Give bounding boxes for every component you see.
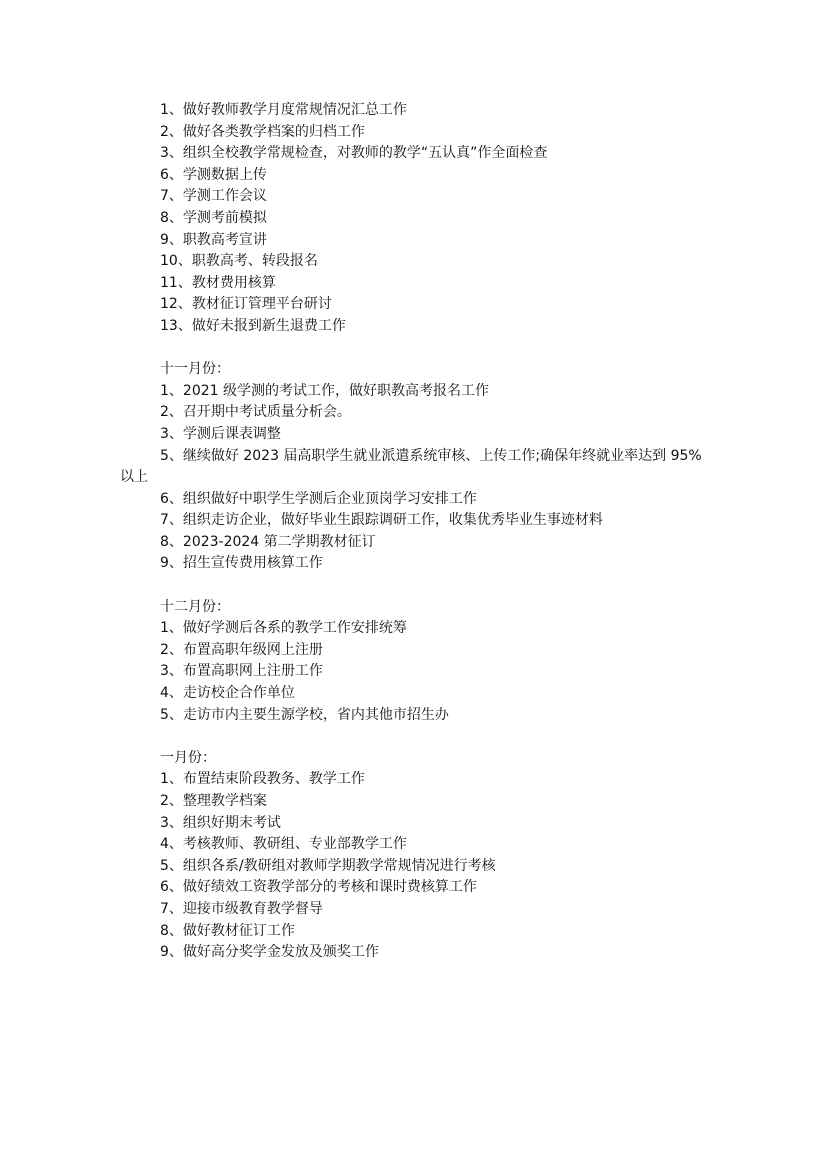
list-item: 2、召开期中考试质量分析会。 (160, 404, 351, 421)
section-january (120, 748, 720, 964)
list-item: 3、学测后课表调整 (160, 425, 281, 442)
section-heading-january: 一月份： (160, 749, 216, 766)
list-item: 3、布置高职网上注册工作 (160, 663, 323, 680)
list-item: 9、做好高分奖学金发放及颁奖工作 (160, 944, 379, 961)
list-item: 9、招生宣传费用核算工作 (160, 555, 323, 572)
list-item: 7、迎接市级教育教学督导 (160, 900, 323, 917)
list-item: 8、2023-2024 第二学期教材征订 (160, 533, 376, 550)
list-item: 6、学测数据上传 (160, 166, 267, 183)
section-heading-december: 十二月份： (160, 598, 230, 615)
list-item: 5、组织各系/教研组对教师学期教学常规情况进行考核 (160, 857, 496, 874)
list-item: 11、教材费用核算 (160, 274, 276, 291)
list-item: 1、做好教师教学月度常规情况汇总工作 (160, 102, 407, 118)
list-item: 3、组织全校教学常规检查，对教师的教学“五认真”作全面检查 (160, 145, 548, 162)
blank-line (120, 726, 720, 748)
list-item: 9、职教高考宣讲 (160, 231, 267, 248)
document-body (120, 100, 720, 964)
section-heading-november: 十一月份： (160, 361, 230, 378)
list-item: 6、组织做好中职学生学测后企业顶岗学习安排工作 (160, 490, 477, 507)
list-item-wrapped: 5、继续做好 2023 届高职学生就业派遣系统审核、上传工作;确保年终就业率达到 95%以上 (120, 447, 702, 486)
list-item: 7、学测工作会议 (160, 188, 267, 205)
list-item: 1、2021 级学测的考试工作，做好职教高考报名工作 (160, 382, 489, 399)
list-item: 4、走访校企合作单位 (160, 685, 295, 702)
list-item: 3、组织好期末考试 (160, 814, 281, 831)
blank-line (120, 575, 720, 597)
list-item: 5、走访市内主要生源学校，省内其他市招生办 (160, 706, 449, 723)
blank-line (120, 338, 720, 360)
list-item: 1、做好学测后各系的教学工作安排统筹 (160, 620, 407, 637)
list-item: 12、教材征订管理平台研讨 (160, 296, 332, 313)
section-prev-list (120, 100, 720, 338)
list-item: 8、学测考前模拟 (160, 209, 267, 226)
section-november (120, 359, 720, 575)
list-item: 7、组织走访企业，做好毕业生跟踪调研工作，收集优秀毕业生事迹材料 (160, 512, 603, 529)
list-item: 13、做好未报到新生退费工作 (160, 317, 346, 334)
list-item: 4、考核教师、教研组、专业部教学工作 (160, 836, 407, 853)
list-item: 1、布置结束阶段教务、教学工作 (160, 771, 365, 788)
list-item: 2、整理教学档案 (160, 793, 267, 809)
list-item: 10、职教高考、转段报名 (160, 253, 318, 270)
list-item: 6、做好绩效工资教学部分的考核和课时费核算工作 (160, 879, 477, 896)
list-item: 2、做好各类教学档案的归档工作 (160, 123, 365, 140)
list-item: 8、做好教材征订工作 (160, 922, 295, 939)
section-december (120, 597, 720, 727)
list-item: 2、布置高职年级网上注册 (160, 641, 323, 658)
